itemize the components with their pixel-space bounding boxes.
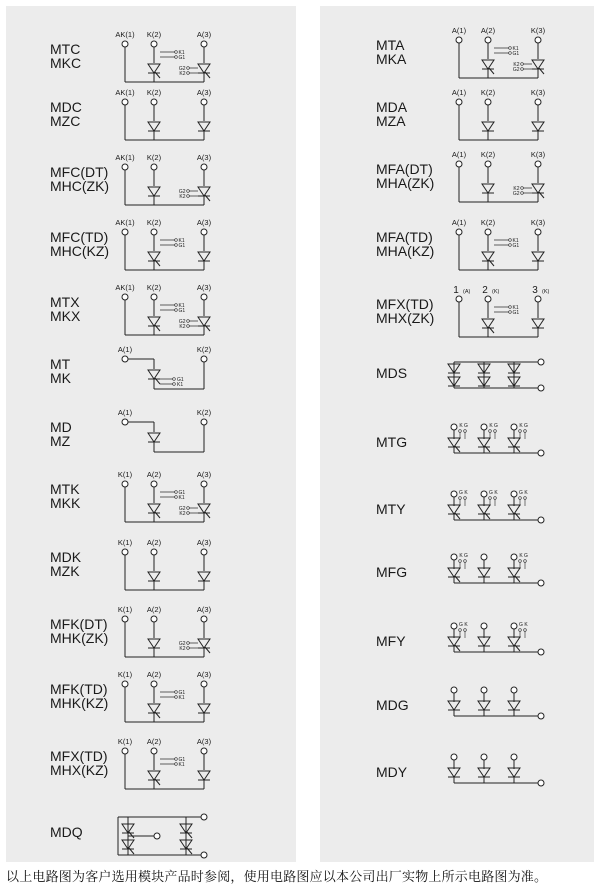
- right-mtg-gate-3: [519, 423, 528, 439]
- right-mty-gate-3: [519, 490, 529, 506]
- left-mtx-terminal-3: [197, 283, 212, 300]
- right-mta-terminal-1: [452, 26, 467, 43]
- left-mfc-td-terminal-1: [115, 218, 135, 235]
- svg-text:G1: G1: [178, 55, 186, 61]
- left-mt-gate-1: [160, 377, 184, 388]
- svg-text:G2: G2: [178, 506, 186, 512]
- svg-text:(A): (A): [463, 289, 471, 295]
- model-code: MZK: [50, 563, 80, 579]
- right-mfx-r-terminal-1: [453, 285, 470, 302]
- model-name: [50, 230, 109, 258]
- model-name: [50, 165, 109, 193]
- svg-text:(K): (K): [492, 289, 500, 295]
- svg-text:A(2): A(2): [480, 26, 496, 35]
- right-mda-device-2: [532, 122, 544, 131]
- left-mtk-terminal-2: [147, 470, 162, 487]
- svg-text:G2: G2: [512, 67, 520, 73]
- left-mfx-l-device-2: [198, 771, 210, 780]
- right-mfa-td-gate-1: [494, 238, 519, 249]
- model-code: MKX: [50, 308, 81, 324]
- right-mfa-td-device-2: [532, 252, 544, 261]
- left-mtc-gate-2: [179, 66, 198, 77]
- left-mfk-td-terminal-3: [197, 670, 212, 687]
- model-code: MFK(TD): [50, 681, 108, 697]
- model-name: [50, 482, 80, 510]
- svg-text:A(3): A(3): [196, 470, 212, 479]
- left-mtk-terminal-1: [118, 470, 133, 487]
- model-code: MHA(KZ): [376, 243, 435, 259]
- model-code: MKK: [50, 495, 81, 511]
- model-code: MZ: [50, 433, 71, 449]
- right-mfx-r-device-2: [532, 319, 544, 328]
- right-mdy-device-1: [448, 768, 460, 777]
- model-code: MTK: [50, 481, 80, 497]
- svg-text:K: K: [519, 423, 523, 429]
- model-name: [50, 295, 80, 323]
- right-mfa-device-1: [482, 184, 494, 193]
- model-code: MHX(ZK): [376, 310, 435, 326]
- svg-text:A(3): A(3): [196, 670, 212, 679]
- svg-text:K1: K1: [178, 50, 185, 56]
- model-code: MFA(TD): [376, 229, 433, 245]
- left-mtx-gate-2: [179, 319, 198, 330]
- left-mfc-td-terminal-2: [147, 218, 162, 235]
- right-mfa-td-terminal-3: [531, 218, 546, 235]
- svg-text:K(1): K(1): [117, 737, 133, 746]
- model-code: MZA: [376, 113, 406, 129]
- svg-text:K: K: [459, 553, 463, 559]
- svg-text:A(2): A(2): [146, 737, 162, 746]
- svg-text:A(2): A(2): [146, 670, 162, 679]
- svg-text:A(3): A(3): [196, 737, 212, 746]
- svg-text:K1: K1: [177, 382, 184, 388]
- svg-text:K1: K1: [512, 46, 519, 52]
- svg-text:A(3): A(3): [196, 218, 212, 227]
- svg-text:3: 3: [532, 285, 538, 296]
- model-name: [376, 765, 407, 779]
- mdy-circuit-diagram: [446, 751, 556, 809]
- model-code: MFX(TD): [50, 748, 108, 764]
- svg-text:G2: G2: [178, 189, 186, 195]
- right-mta-terminal-3: [531, 26, 546, 43]
- model-code: MHA(ZK): [376, 175, 435, 191]
- right-mda-terminal-2: [481, 88, 496, 105]
- model-name: [50, 682, 108, 710]
- svg-text:G: G: [519, 490, 523, 496]
- model-name: [50, 550, 81, 578]
- svg-text:K2: K2: [513, 186, 520, 192]
- svg-text:A(1): A(1): [451, 218, 467, 227]
- svg-text:A(2): A(2): [146, 470, 162, 479]
- left-mdk-device-1: [148, 572, 160, 581]
- right-mfx-r-terminal-2: [482, 285, 499, 302]
- model-code: MHK(KZ): [50, 695, 109, 711]
- model-code: MFA(DT): [376, 161, 433, 177]
- svg-text:K: K: [524, 490, 528, 496]
- svg-text:K(1): K(1): [117, 470, 133, 479]
- model-name: [50, 825, 83, 839]
- model-code: MHC(ZK): [50, 178, 110, 194]
- md-circuit-diagram: [112, 408, 222, 466]
- svg-text:AK(1): AK(1): [115, 283, 135, 292]
- svg-text:AK(1): AK(1): [115, 30, 135, 39]
- svg-text:A(1): A(1): [117, 408, 133, 417]
- left-mtx-terminal-2: [147, 283, 162, 300]
- svg-text:G: G: [489, 490, 493, 496]
- right-mfa-terminal-1: [452, 150, 467, 167]
- svg-text:G1: G1: [178, 757, 186, 763]
- model-code: MFC(TD): [50, 229, 109, 245]
- right-mda-device-1: [482, 122, 494, 131]
- left-mfk-td-terminal-1: [118, 670, 133, 687]
- svg-text:G: G: [459, 622, 463, 628]
- right-mty-gate-1: [459, 490, 469, 506]
- left-mdc-device-2: [198, 122, 210, 131]
- right-mty-gate-2: [489, 490, 499, 506]
- svg-text:G1: G1: [512, 243, 520, 249]
- svg-text:K2: K2: [179, 646, 186, 652]
- model-name: [376, 435, 407, 449]
- left-mdk-terminal-1: [118, 538, 133, 555]
- svg-text:K(2): K(2): [196, 408, 212, 417]
- model-code: MTY: [376, 501, 406, 517]
- left-mfk-td-gate-1: [160, 690, 185, 701]
- mdg-circuit-diagram: [446, 684, 556, 742]
- svg-text:K(2): K(2): [146, 153, 162, 162]
- left-mdc-terminal-3: [197, 88, 212, 105]
- left-mfk-td-terminal-2: [147, 670, 162, 687]
- left-mdc-terminal-1: [115, 88, 135, 105]
- svg-text:G2: G2: [178, 319, 186, 325]
- svg-text:K(2): K(2): [146, 283, 162, 292]
- right-mfy-gate-1: [459, 622, 469, 638]
- mtg-circuit-diagram: [446, 421, 556, 479]
- right-mdy-device-2: [478, 768, 490, 777]
- left-mt-terminal-2: [197, 345, 212, 362]
- model-code: MHC(KZ): [50, 243, 110, 259]
- svg-text:K(2): K(2): [480, 150, 496, 159]
- right-mta-gate-1: [494, 46, 519, 57]
- left-mfx-l-terminal-1: [118, 737, 133, 754]
- left-mfc-td-terminal-3: [197, 218, 212, 235]
- left-mfk-gate-1: [179, 641, 198, 652]
- left-mfc-td-device-2: [198, 252, 210, 261]
- svg-text:K(2): K(2): [146, 88, 162, 97]
- left-md-terminal-2: [197, 408, 212, 425]
- left-mtx-terminal-1: [115, 283, 135, 300]
- left-mtk-gate-2: [179, 506, 198, 517]
- model-code: MDY: [376, 764, 408, 780]
- svg-text:G: G: [524, 423, 528, 429]
- mtx-circuit-diagram: [112, 283, 222, 341]
- right-mfa-td-terminal-2: [481, 218, 496, 235]
- left-mfk-terminal-3: [197, 605, 212, 622]
- svg-text:A(1): A(1): [117, 345, 133, 354]
- model-name: [50, 42, 81, 70]
- svg-text:K2: K2: [179, 511, 186, 517]
- model-code: MHK(ZK): [50, 630, 109, 646]
- svg-text:AK(1): AK(1): [115, 153, 135, 162]
- svg-text:K(2): K(2): [196, 345, 212, 354]
- mdk-circuit-diagram: [112, 538, 222, 596]
- svg-text:A(1): A(1): [451, 150, 467, 159]
- mfk-circuit-diagram: [112, 605, 222, 663]
- svg-text:K(2): K(2): [146, 30, 162, 39]
- mfc-td-circuit-diagram: [112, 218, 222, 276]
- svg-text:K1: K1: [512, 238, 519, 244]
- left-mfx-l-gate-1: [160, 757, 185, 768]
- mty-circuit-diagram: [446, 488, 556, 546]
- right-mdg-device-2: [478, 701, 490, 710]
- right-mfg-gate-1: [459, 553, 468, 569]
- svg-text:K: K: [524, 622, 528, 628]
- svg-text:A(3): A(3): [196, 30, 212, 39]
- svg-text:K1: K1: [178, 762, 185, 768]
- svg-text:K: K: [519, 553, 523, 559]
- svg-text:AK(1): AK(1): [115, 218, 135, 227]
- left-mfk-terminal-1: [118, 605, 133, 622]
- model-code: MDQ: [50, 824, 83, 840]
- svg-text:G1: G1: [178, 490, 186, 496]
- model-code: MDA: [376, 99, 408, 115]
- svg-text:2: 2: [482, 285, 488, 296]
- svg-text:G: G: [494, 423, 498, 429]
- svg-text:K(2): K(2): [146, 218, 162, 227]
- mfg-circuit-diagram: [446, 551, 556, 609]
- left-mfc-terminal-3: [197, 153, 212, 170]
- model-name: [376, 100, 407, 128]
- model-code: MD: [50, 419, 72, 435]
- left-mfk-device-1: [148, 639, 160, 648]
- model-name: [376, 634, 406, 648]
- left-mfc-terminal-1: [115, 153, 135, 170]
- svg-text:K(1): K(1): [117, 538, 133, 547]
- left-mtx-gate-1: [160, 303, 185, 314]
- svg-text:K(3): K(3): [530, 88, 546, 97]
- left-md-device-1: [148, 433, 160, 442]
- svg-text:K(1): K(1): [117, 670, 133, 679]
- svg-text:K1: K1: [178, 303, 185, 309]
- right-mfy-gate-3: [519, 622, 529, 638]
- svg-text:G1: G1: [178, 308, 186, 314]
- svg-text:K: K: [459, 423, 463, 429]
- right-mfa-terminal-3: [531, 150, 546, 167]
- model-name: [376, 502, 406, 516]
- model-name: [376, 366, 407, 380]
- svg-text:K1: K1: [178, 695, 185, 701]
- model-code: MTA: [376, 37, 405, 53]
- mfk-td-circuit-diagram: [112, 670, 222, 728]
- right-mda-terminal-3: [531, 88, 546, 105]
- svg-text:G: G: [519, 622, 523, 628]
- model-code: MT: [50, 356, 71, 372]
- right-mdg-device-1: [448, 701, 460, 710]
- mfy-circuit-diagram: [446, 620, 556, 678]
- svg-text:K1: K1: [178, 495, 185, 501]
- left-mtk-terminal-3: [197, 470, 212, 487]
- model-name: [376, 162, 434, 190]
- model-name: [376, 565, 407, 579]
- svg-text:K1: K1: [512, 305, 519, 311]
- svg-text:A(3): A(3): [196, 88, 212, 97]
- svg-text:G2: G2: [512, 191, 520, 197]
- model-name: [376, 230, 434, 258]
- mtc-circuit-diagram: [112, 30, 222, 88]
- mfa-td-circuit-diagram: [446, 218, 556, 276]
- model-code: MFG: [376, 564, 408, 580]
- mda-circuit-diagram: [446, 88, 556, 146]
- svg-text:G2: G2: [178, 641, 186, 647]
- left-mtc-terminal-1: [115, 30, 135, 47]
- left-mfc-td-gate-1: [160, 238, 185, 249]
- right-mdy-device-3: [508, 768, 520, 777]
- model-name: [50, 617, 108, 645]
- model-code: MKC: [50, 55, 82, 71]
- left-mtc-gate-1: [160, 50, 185, 61]
- right-mfg-gate-3: [519, 553, 528, 569]
- model-name: [50, 420, 72, 448]
- right-mdg-device-3: [508, 701, 520, 710]
- mds-circuit-diagram: [446, 352, 556, 410]
- model-code: MFY: [376, 633, 406, 649]
- footnote: 以上电路图为客户选用模块产品时参阅，使用电路图应以本公司出厂实物上所示电路图为准。: [6, 870, 548, 885]
- left-mfc-gate-1: [179, 189, 198, 200]
- svg-text:G1: G1: [178, 243, 186, 249]
- svg-text:G: G: [524, 553, 528, 559]
- right-mtg-gate-1: [459, 423, 468, 439]
- svg-text:A(3): A(3): [196, 605, 212, 614]
- model-code: MZC: [50, 113, 81, 129]
- model-name: [376, 297, 434, 325]
- model-code: MDC: [50, 99, 82, 115]
- svg-text:K(2): K(2): [480, 88, 496, 97]
- model-code: MFK(DT): [50, 616, 108, 632]
- svg-text:G: G: [464, 553, 468, 559]
- svg-text:1: 1: [453, 285, 459, 296]
- model-code: MDG: [376, 697, 409, 713]
- model-code: MHX(KZ): [50, 762, 109, 778]
- left-mtk-gate-1: [160, 490, 185, 501]
- svg-text:K2: K2: [179, 324, 186, 330]
- model-name: [376, 698, 409, 712]
- svg-text:A(1): A(1): [451, 88, 467, 97]
- model-code: MDS: [376, 365, 408, 381]
- svg-text:AK(1): AK(1): [115, 88, 135, 97]
- right-mfg-device-2: [478, 568, 490, 577]
- svg-text:K: K: [494, 490, 498, 496]
- left-mdc-device-1: [148, 122, 160, 131]
- svg-text:A(3): A(3): [196, 283, 212, 292]
- model-name: [376, 38, 406, 66]
- mfx-r-circuit-diagram: [446, 285, 556, 343]
- svg-text:K(2): K(2): [480, 218, 496, 227]
- svg-text:A(2): A(2): [146, 538, 162, 547]
- left-mfc-device-1: [148, 187, 160, 196]
- model-code: MTC: [50, 41, 81, 57]
- left-mtc-terminal-3: [197, 30, 212, 47]
- left-mdk-terminal-2: [147, 538, 162, 555]
- right-mta-gate-2: [513, 62, 532, 73]
- svg-text:K(3): K(3): [530, 218, 546, 227]
- model-code: MTG: [376, 434, 408, 450]
- model-name: [50, 100, 82, 128]
- svg-text:G: G: [459, 490, 463, 496]
- svg-text:K2: K2: [513, 62, 520, 68]
- model-code: MKA: [376, 51, 407, 67]
- svg-text:G1: G1: [512, 51, 520, 57]
- mta-circuit-diagram: [446, 26, 556, 84]
- svg-text:K(3): K(3): [530, 150, 546, 159]
- left-mfk-terminal-2: [147, 605, 162, 622]
- model-code: MDK: [50, 549, 82, 565]
- model-name: [50, 749, 108, 777]
- svg-text:G1: G1: [178, 690, 186, 696]
- svg-text:G1: G1: [512, 310, 520, 316]
- svg-text:K1: K1: [178, 238, 185, 244]
- model-name: [50, 357, 71, 385]
- right-mfa-gate-1: [513, 186, 532, 197]
- mt-circuit-diagram: [112, 345, 222, 403]
- mfc-circuit-diagram: [112, 153, 222, 211]
- mdq-circuit-diagram: [112, 811, 222, 869]
- right-mfa-td-terminal-1: [452, 218, 467, 235]
- svg-text:G: G: [464, 423, 468, 429]
- model-code: MK: [50, 370, 71, 386]
- model-code: MFX(TD): [376, 296, 434, 312]
- right-mda-terminal-1: [452, 88, 467, 105]
- svg-text:G1: G1: [177, 377, 184, 383]
- svg-text:K(3): K(3): [530, 26, 546, 35]
- left-mdk-terminal-3: [197, 538, 212, 555]
- right-mta-terminal-2: [481, 26, 496, 43]
- model-code: MTX: [50, 294, 80, 310]
- model-code: MFC(DT): [50, 164, 109, 180]
- mfa-circuit-diagram: [446, 150, 556, 208]
- svg-text:K(1): K(1): [117, 605, 133, 614]
- left-mfx-l-terminal-3: [197, 737, 212, 754]
- svg-text:A(2): A(2): [146, 605, 162, 614]
- svg-text:A(3): A(3): [196, 153, 212, 162]
- left-mdk-device-2: [198, 572, 210, 581]
- right-mfx-r-gate-1: [494, 305, 519, 316]
- svg-text:K2: K2: [179, 194, 186, 200]
- mdc-circuit-diagram: [112, 88, 222, 146]
- svg-text:A(1): A(1): [451, 26, 467, 35]
- svg-text:K: K: [464, 490, 468, 496]
- left-mfc-terminal-2: [147, 153, 162, 170]
- left-mdc-terminal-2: [147, 88, 162, 105]
- mfx-l-circuit-diagram: [112, 737, 222, 795]
- right-mtg-gate-2: [489, 423, 498, 439]
- svg-text:G2: G2: [178, 66, 186, 72]
- svg-text:A(3): A(3): [196, 538, 212, 547]
- left-mfk-td-device-2: [198, 704, 210, 713]
- right-mfy-device-2: [478, 637, 490, 646]
- svg-text:K2: K2: [179, 71, 186, 77]
- mtk-circuit-diagram: [112, 470, 222, 528]
- svg-text:K: K: [489, 423, 493, 429]
- right-mfa-terminal-2: [481, 150, 496, 167]
- left-mtc-terminal-2: [147, 30, 162, 47]
- svg-text:K: K: [464, 622, 468, 628]
- left-mfx-l-terminal-2: [147, 737, 162, 754]
- right-mfx-r-terminal-3: [532, 285, 549, 302]
- svg-text:(K): (K): [542, 289, 550, 295]
